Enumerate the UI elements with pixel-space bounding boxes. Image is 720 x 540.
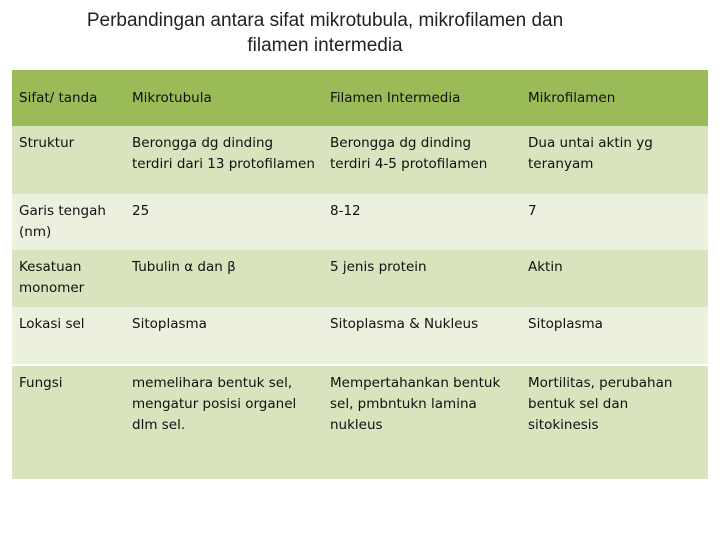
header-cell: Mikrotubula — [125, 70, 323, 126]
table-cell: Tubulin α dan β — [125, 250, 323, 307]
row-label-cell: Kesatuan monomer — [12, 250, 125, 307]
table-cell: 7 — [521, 194, 708, 250]
table-cell: Sitoplasma — [521, 307, 708, 365]
table-cell: Sitoplasma — [125, 307, 323, 365]
table-cell: Berongga dg dinding terdiri 4-5 protofilamen — [323, 126, 521, 194]
row-label-cell: Lokasi sel — [12, 307, 125, 365]
table-cell: 5 jenis protein — [323, 250, 521, 307]
table-cell: Aktin — [521, 250, 708, 307]
table-row — [12, 307, 708, 365]
table-cell: Sitoplasma & Nukleus — [323, 307, 521, 365]
header-cell: Mikrofilamen — [521, 70, 708, 126]
table-row — [12, 250, 708, 307]
table-header-row — [12, 70, 708, 126]
page-title — [0, 8, 650, 58]
table-cell: Berongga dg dinding terdiri dari 13 protofilamen — [125, 126, 323, 194]
title-line-1: Perbandingan antara sifat mikrotubula, mikrofilamen dan — [86, 10, 564, 31]
title-line-2: filamen intermedia — [247, 35, 403, 56]
row-label-cell: Struktur — [12, 126, 125, 194]
table-cell: Mempertahankan bentuk sel, pmbntukn lamina nukleus — [323, 365, 521, 479]
row-label-cell: Garis tengah (nm) — [12, 194, 125, 250]
table-cell: 25 — [125, 194, 323, 250]
row-label-cell: Fungsi — [12, 365, 125, 479]
table-row — [12, 194, 708, 250]
table-cell: 8-12 — [323, 194, 521, 250]
table-cell: Mortilitas, perubahan bentuk sel dan sitokinesis — [521, 365, 708, 479]
table-cell: memelihara bentuk sel, mengatur posisi organel dlm sel. — [125, 365, 323, 479]
header-cell: Filamen Intermedia — [323, 70, 521, 126]
table-cell: Dua untai aktin yg teranyam — [521, 126, 708, 194]
comparison-table — [12, 70, 708, 479]
header-cell: Sifat/ tanda — [12, 70, 125, 126]
table-row — [12, 365, 708, 479]
table-row — [12, 126, 708, 194]
